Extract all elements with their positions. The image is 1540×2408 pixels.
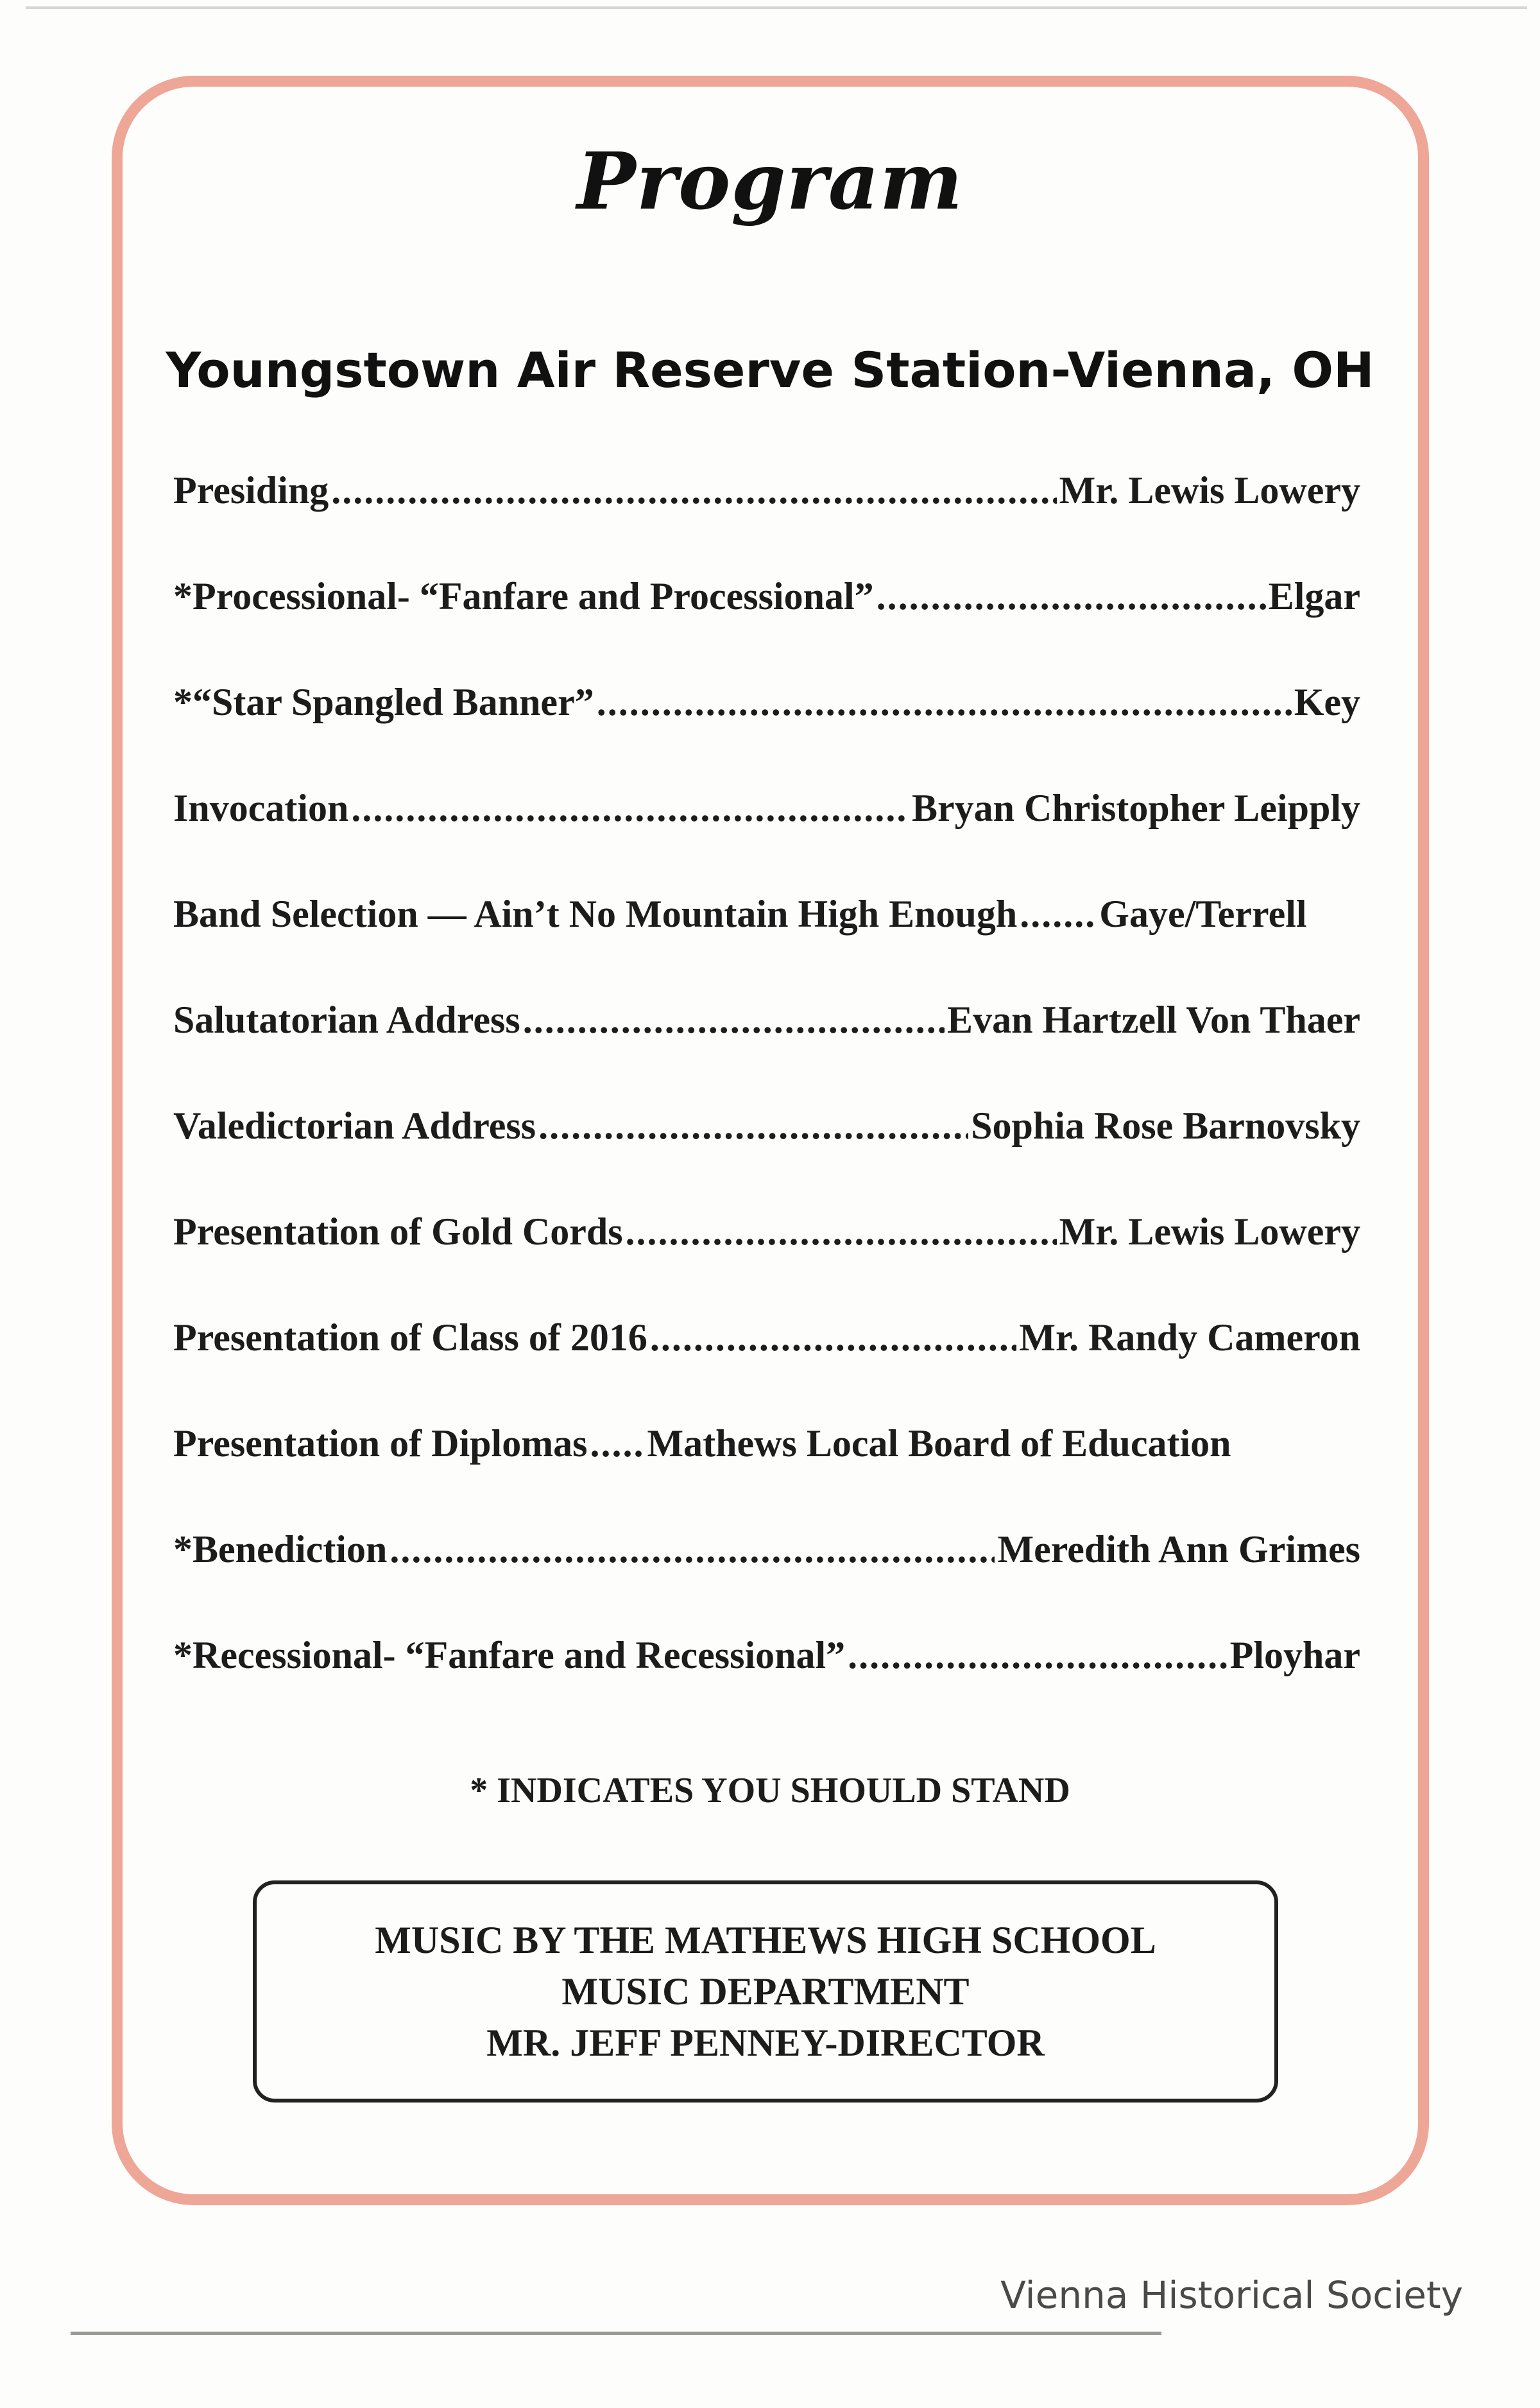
music-credit-line: MR. JEFF PENNEY-DIRECTOR bbox=[486, 2022, 1045, 2064]
dot-leader bbox=[523, 998, 945, 1042]
program-performer: Gaye/Terrell bbox=[1099, 893, 1307, 935]
music-credit-line: MUSIC BY THE MATHEWS HIGH SCHOOL bbox=[375, 1919, 1156, 1961]
watermark: Vienna Historical Society bbox=[1000, 2273, 1463, 2317]
page-title: Program bbox=[576, 135, 964, 227]
program-item: *Processional- “Fanfare and Processional” bbox=[173, 575, 874, 617]
program-row-invocation bbox=[173, 786, 1360, 892]
dot-leader bbox=[626, 1210, 1057, 1254]
program-performer: Bryan Christopher Leipply bbox=[912, 787, 1360, 829]
program-row-class-presentation bbox=[173, 1316, 1360, 1422]
program-row-recessional bbox=[173, 1633, 1360, 1739]
program-row-gold-cords bbox=[173, 1210, 1360, 1316]
program-row-valedictorian bbox=[173, 1104, 1360, 1210]
dot-leader bbox=[597, 680, 1292, 725]
program-performer: Elgar bbox=[1268, 575, 1360, 617]
program-row-benediction bbox=[173, 1527, 1360, 1633]
program-list bbox=[173, 469, 1360, 1739]
dot-leader bbox=[590, 1422, 645, 1466]
program-performer: Meredith Ann Grimes bbox=[997, 1528, 1360, 1570]
program-performer: Evan Hartzell Von Thaer bbox=[947, 999, 1360, 1041]
venue-heading: Youngstown Air Reserve Station-Vienna, OH bbox=[166, 341, 1374, 399]
dot-leader bbox=[848, 1633, 1228, 1678]
program-item: *“Star Spangled Banner” bbox=[173, 681, 594, 723]
program-row-presiding bbox=[173, 469, 1360, 574]
stand-note: * INDICATES YOU SHOULD STAND bbox=[470, 1771, 1070, 1810]
program-item: Presentation of Diplomas bbox=[173, 1422, 588, 1465]
program-row-anthem bbox=[173, 680, 1360, 786]
program-item: Presentation of Gold Cords bbox=[173, 1210, 623, 1253]
dot-leader bbox=[331, 469, 1056, 513]
program-performer: Ployhar bbox=[1229, 1634, 1360, 1676]
music-credit-box bbox=[253, 1880, 1278, 2103]
program-item: Salutatorian Address bbox=[173, 999, 520, 1041]
program-item: Presentation of Class of 2016 bbox=[173, 1316, 647, 1359]
program-performer: Mathews Local Board of Education bbox=[647, 1422, 1231, 1465]
program-performer: Mr. Lewis Lowery bbox=[1059, 1210, 1360, 1253]
program-row-salutatorian bbox=[173, 998, 1360, 1104]
program-performer: Mr. Lewis Lowery bbox=[1059, 469, 1360, 512]
dot-leader bbox=[538, 1104, 968, 1148]
program-performer: Sophia Rose Barnovsky bbox=[971, 1105, 1360, 1147]
program-performer: Key bbox=[1294, 681, 1360, 723]
program-performer: Mr. Randy Cameron bbox=[1019, 1316, 1360, 1359]
program-item: *Benediction bbox=[173, 1528, 388, 1570]
dot-leader bbox=[389, 1527, 995, 1572]
program-row-band-selection bbox=[173, 892, 1360, 998]
program-item: *Recessional- “Fanfare and Recessional” bbox=[173, 1634, 846, 1676]
program-item: Presiding bbox=[173, 469, 329, 512]
dot-leader bbox=[877, 574, 1266, 619]
program-row-diplomas bbox=[173, 1422, 1360, 1527]
program-row-processional bbox=[173, 574, 1360, 680]
program-item: Invocation bbox=[173, 787, 349, 829]
divider bbox=[71, 2332, 1161, 2335]
program-item: Valedictorian Address bbox=[173, 1105, 536, 1147]
dot-leader bbox=[650, 1316, 1016, 1360]
dot-leader bbox=[351, 786, 909, 830]
program-item: Band Selection — Ain’t No Mountain High Enough bbox=[173, 893, 1018, 935]
dot-leader bbox=[1020, 892, 1097, 936]
music-credit-line: MUSIC DEPARTMENT bbox=[561, 1970, 970, 2013]
paper-edge bbox=[26, 6, 1527, 9]
